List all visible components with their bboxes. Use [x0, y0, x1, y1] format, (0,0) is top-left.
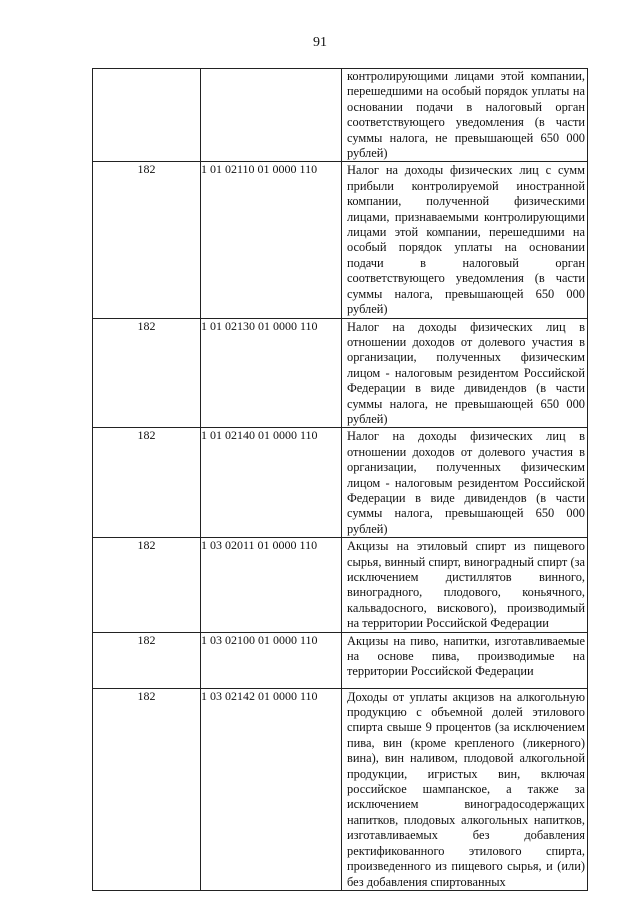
income-name-text: Налог на доходы физических лиц в отношении доходов от долевого участия в организации, полученных физическим лицом - налоговым резидентом Российской Федерации в виде дивидендов (в части суммы налога, не превышающей 650 000 рублей)	[347, 319, 585, 426]
budget-code-cell: 1 03 02011 01 0000 110	[201, 538, 342, 632]
budget-code-cell: 1 03 02142 01 0000 110	[201, 688, 342, 890]
admin-code-cell: 182	[93, 428, 201, 538]
table-row	[93, 688, 588, 890]
income-name-text: Акцизы на пиво, напитки, изготавливаемые на основе пива, производимые на территории Российской Федерации	[347, 633, 585, 679]
admin-code-cell: 182	[93, 162, 201, 318]
income-name-text: контролирующими лицами этой компании, перешедшими на особый порядок уплаты на основании подачи в налоговый орган соответствующего уведомления (в части суммы налога, не превышающей 650 000 рублей)	[347, 69, 585, 161]
income-name-cell	[342, 538, 588, 632]
income-name-cell	[342, 69, 588, 162]
admin-code-cell: 182	[93, 318, 201, 428]
table-row	[93, 69, 588, 162]
table-row	[93, 318, 588, 428]
income-name-text: Акцизы на этиловый спирт из пищевого сырья, винный спирт, виноградный спирт (за исключением дистиллятов винного, виноградного, плодового, коньячного, кальвадосного, вискового), производимый на территории Российской Федерации	[347, 539, 585, 631]
table-row	[93, 162, 588, 318]
table-row	[93, 428, 588, 538]
budget-code-cell	[201, 69, 342, 162]
income-name-cell	[342, 632, 588, 688]
income-name-cell	[342, 162, 588, 318]
admin-code-cell: 182	[93, 632, 201, 688]
table-row	[93, 538, 588, 632]
budget-code-cell: 1 01 02130 01 0000 110	[201, 318, 342, 428]
budget-code-cell: 1 01 02140 01 0000 110	[201, 428, 342, 538]
budget-code-cell: 1 03 02100 01 0000 110	[201, 632, 342, 688]
income-name-cell	[342, 318, 588, 428]
page-number: 91	[313, 35, 327, 50]
income-name-cell	[342, 688, 588, 890]
admin-code-cell: 182	[93, 688, 201, 890]
income-name-text: Налог на доходы физических лиц с сумм прибыли контролируемой иностранной компании, полученной физическими лицами, признаваемыми контролирующими лицами этой компании, перешедшими на особый порядок уплаты на основании подачи в налоговый орган соответствующего уведомления (в части суммы налога, превышающей 650 000 рублей)	[347, 163, 585, 317]
admin-code-cell	[93, 69, 201, 162]
table-row	[93, 632, 588, 688]
income-name-cell	[342, 428, 588, 538]
income-name-text: Налог на доходы физических лиц в отношении доходов от долевого участия в организации, полученных физическим лицом - налоговым резидентом Российской Федерации в виде дивидендов (в части суммы налога, превышающей 650 000 рублей)	[347, 429, 585, 536]
income-name-text: Доходы от уплаты акцизов на алкогольную продукцию с объемной долей этилового спирта свыше 9 процентов (за исключением пива, вин (кроме крепленого (ликерного) вина), вин наливом, плодовой алкогольной продукции, игристых вин, включая российское шампанское, а также за исключением виноградосодержащих напитков, плодовых алкогольных напитков, изготавливаемых без добавления ректификованного этилового спирта, произведенного из пищевого сырья, и (или) без добавления спиртованных	[347, 689, 585, 889]
budget-codes-table	[92, 68, 588, 891]
admin-code-cell: 182	[93, 538, 201, 632]
budget-code-cell: 1 01 02110 01 0000 110	[201, 162, 342, 318]
